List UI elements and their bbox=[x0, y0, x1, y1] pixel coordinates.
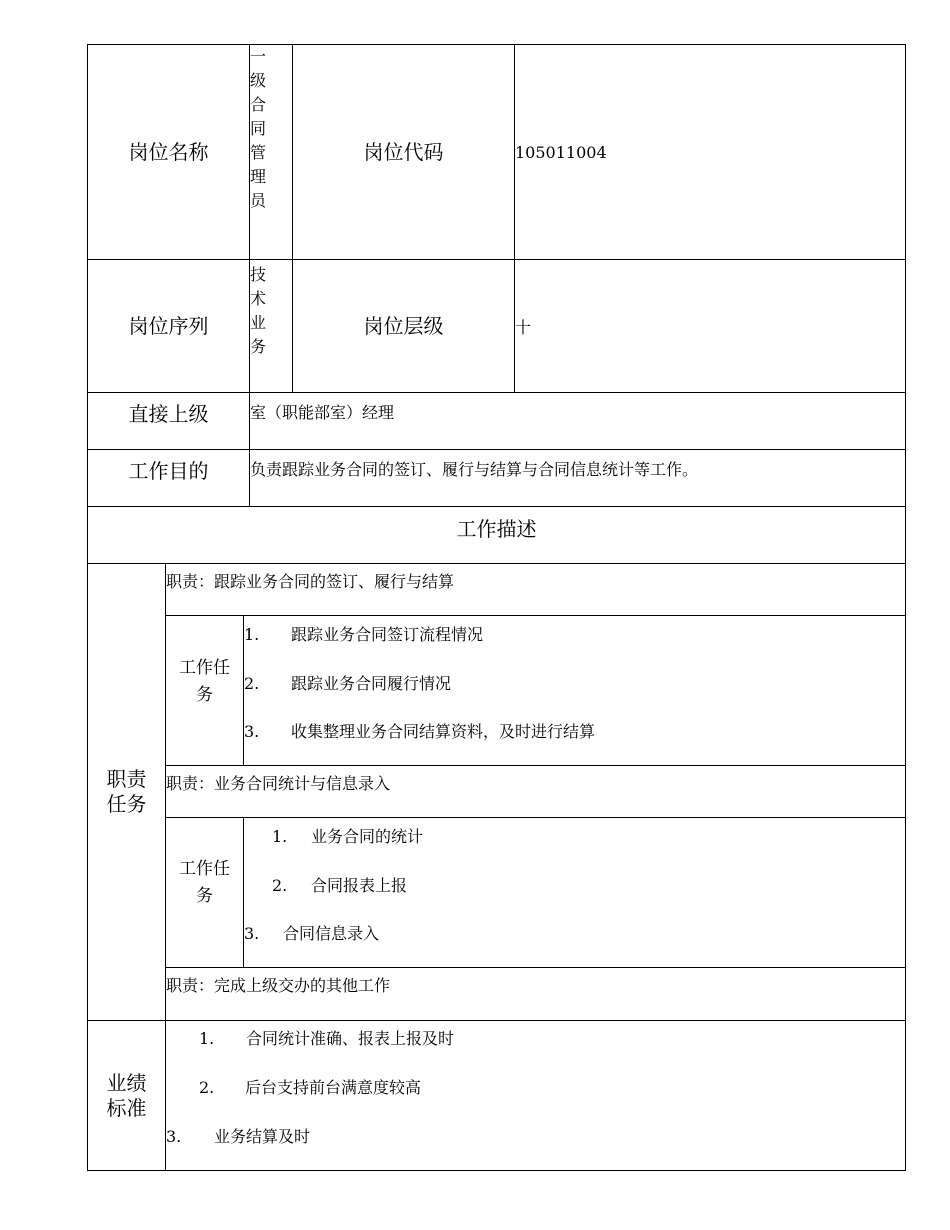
duty-2-title: 职责：业务合同统计与信息录入 bbox=[166, 774, 391, 793]
duty-2-title-cell bbox=[165, 765, 906, 818]
duties-label bbox=[87, 563, 166, 1021]
duty-1-task-list bbox=[243, 615, 906, 766]
duties-label-line2: 任务 bbox=[106, 792, 147, 816]
duty-1-task-label bbox=[165, 615, 244, 766]
task-number: 1. bbox=[244, 625, 260, 644]
performance-label-line2: 标准 bbox=[106, 1095, 147, 1120]
position-code-label: 岗位代码 bbox=[292, 44, 515, 260]
duties-label-line1: 职责 bbox=[106, 767, 147, 791]
supervisor-label: 直接上级 bbox=[87, 392, 250, 450]
duty-1-task-label-line1: 工作任 bbox=[179, 658, 230, 678]
task-item bbox=[244, 719, 595, 742]
performance-number: 2. bbox=[199, 1078, 215, 1097]
performance-item bbox=[166, 1124, 310, 1147]
task-text: 跟踪业务合同履行情况 bbox=[291, 674, 452, 693]
position-name-value-cell bbox=[249, 44, 293, 260]
purpose-value: 负责跟踪业务合同的签订、履行与结算与合同信息统计等工作。 bbox=[250, 460, 699, 479]
position-level-label: 岗位层级 bbox=[292, 259, 515, 393]
duty-1-title-cell bbox=[165, 563, 906, 616]
task-item bbox=[272, 824, 423, 847]
position-level-value: 十 bbox=[515, 317, 532, 337]
duty-3-title-cell bbox=[165, 967, 906, 1021]
position-series-label: 岗位序列 bbox=[87, 259, 250, 393]
duty-2-task-label bbox=[165, 817, 244, 968]
performance-list bbox=[165, 1020, 906, 1171]
description-title: 工作描述 bbox=[87, 506, 906, 564]
performance-text: 后台支持前台满意度较高 bbox=[245, 1078, 422, 1097]
task-text: 合同报表上报 bbox=[311, 876, 408, 895]
task-number: 1. bbox=[272, 827, 288, 846]
performance-text: 业务结算及时 bbox=[214, 1127, 311, 1146]
task-text: 业务合同的统计 bbox=[311, 827, 424, 846]
position-code-value: 105011004 bbox=[515, 142, 607, 162]
performance-number: 1. bbox=[199, 1029, 215, 1048]
performance-text: 合同统计准确、报表上报及时 bbox=[246, 1029, 455, 1048]
duty-2-task-label-line2: 务 bbox=[196, 886, 213, 906]
position-level-value-cell bbox=[514, 259, 906, 393]
supervisor-value-cell bbox=[249, 392, 906, 450]
duty-2-task-label-line1: 工作任 bbox=[179, 859, 230, 879]
supervisor-value: 室（职能部室）经理 bbox=[250, 403, 395, 422]
task-item bbox=[244, 671, 451, 694]
task-number: 3. bbox=[244, 722, 260, 741]
performance-item bbox=[199, 1075, 421, 1098]
task-text: 合同信息录入 bbox=[283, 924, 380, 943]
task-item bbox=[244, 622, 483, 645]
position-name-value: 一级合同管理员 bbox=[250, 47, 267, 210]
task-number: 2. bbox=[272, 876, 288, 895]
position-series-value-cell bbox=[249, 259, 293, 393]
task-number: 3. bbox=[244, 924, 260, 943]
position-series-value: 技术业务 bbox=[250, 265, 267, 356]
task-text: 收集整理业务合同结算资料，及时进行结算 bbox=[291, 722, 596, 741]
performance-label bbox=[87, 1020, 166, 1171]
duty-3-title: 职责：完成上级交办的其他工作 bbox=[166, 976, 391, 995]
task-item bbox=[244, 921, 379, 944]
performance-number: 3. bbox=[166, 1127, 182, 1146]
position-name-label: 岗位名称 bbox=[87, 44, 250, 260]
duty-1-title: 职责：跟踪业务合同的签订、履行与结算 bbox=[166, 572, 455, 591]
performance-label-line1: 业绩 bbox=[106, 1070, 147, 1095]
duty-1-task-label-line2: 务 bbox=[196, 685, 213, 705]
task-text: 跟踪业务合同签订流程情况 bbox=[291, 625, 484, 644]
purpose-value-cell bbox=[249, 449, 906, 507]
position-code-value-cell bbox=[514, 44, 906, 260]
task-number: 2. bbox=[244, 674, 260, 693]
duty-2-task-list bbox=[243, 817, 906, 968]
performance-item bbox=[199, 1026, 454, 1049]
purpose-label: 工作目的 bbox=[87, 449, 250, 507]
task-item bbox=[272, 873, 407, 896]
